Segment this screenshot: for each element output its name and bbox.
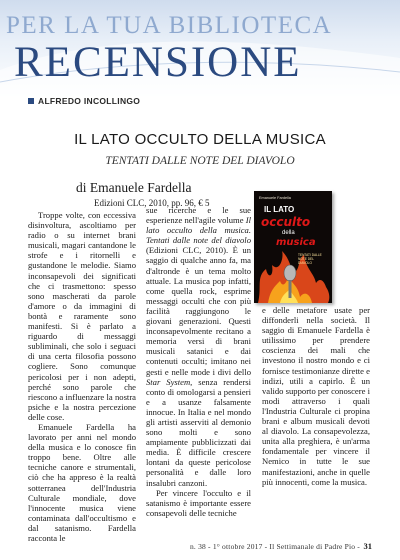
- page-footer: [0, 542, 400, 554]
- book-cover: [254, 191, 332, 303]
- cover-title-line-4: musica: [276, 237, 316, 248]
- paragraph: e delle metafore usate per diffonderli nella società. Il saggio di Emanuele Fardella è utilissimo per prendere coscienza dei mali che investono il nostro mondo e ci fornisce testimonianze dirette e indizi, utili a capirlo. È un valido supporto per conoscere i modi attraverso i quali l'Industria Culturale ci propina brani e album musicali devoti al diavolo. La consapevolezza, unita alla preghiera, è un'arma fondamentale per vincere il Nemico in tutte le sue manifestazioni, anche in quelle più innocenti, come la musica.: [262, 305, 370, 487]
- book-author: di Emanuele Fardella: [76, 180, 192, 195]
- paragraph: Per vincere l'occulto e il satanismo è importante essere consapevoli delle tecniche: [146, 487, 251, 518]
- text-run: sue ricerche e le sue esperienze nell'agile volume: [146, 205, 251, 226]
- text-run: , senza rendersi conto di omologarsi a pensieri e a usanze falsamente innocue. In Italia e nel mondo gli artisti asserviti al demonio sono molti e sono ampiamente pubblicizzati dai media. È difficile crescere lontani da queste pericolose personalità e dalle loro insalubri canzoni.: [146, 376, 251, 488]
- book-publication-info: Edizioni CLC, 2010, pp. 96, € 5: [94, 198, 210, 208]
- text-run: (Edizioni CLC, 2010). È un saggio di qualche anno fa, ma d'altronde è un tema molto attuale. La musica pop infatti, come quella rock, esprime messaggi occulti che con più facilità raggiungono le giovani generazioni. Questi inconsapevolmente recitano a memoria versi di brani musicali satanici e dai contenuti occulti; imitano nei gesti e nelle mode i divi dello: [146, 245, 251, 377]
- paragraph: [146, 205, 251, 488]
- cover-subtitle: TENTATI DALLE NOTE DEL DIAVOLO: [298, 253, 322, 265]
- article-column-2: [146, 205, 251, 518]
- reviewer-name: ALFREDO INCOLLINGO: [38, 96, 141, 106]
- italic-term: Star System: [146, 376, 191, 387]
- article-column-3: [262, 305, 370, 487]
- article-title: IL LATO OCCULTO DELLA MUSICA: [74, 131, 326, 148]
- cover-author: Emanuele Fardella: [259, 196, 291, 200]
- article-subtitle: TENTATI DALLE NOTE DEL DIAVOLO: [105, 155, 295, 167]
- cover-title-line-1: IL LATO: [264, 205, 295, 214]
- book-title-italic: Il lato occulto della musica. Tentati dalle note del diavolo: [146, 215, 251, 246]
- square-bullet-icon: [28, 98, 34, 104]
- page-number: 31: [363, 541, 372, 551]
- article-column-1: [28, 210, 136, 543]
- issue-info: n. 38 - 1° ottobre 2017 - Il Settimanale di Padre Pio -: [189, 542, 360, 551]
- page-header: [0, 0, 400, 100]
- paragraph: Emanuele Fardella ha lavorato per anni nel mondo della musica e lo conosce fin troppo bene. Oltre alle tecniche canore e strumentali, ciò che ha appreso è la realtà sotterranea dell'Industria Culturale mondiale, dove l'innocente musica viene contaminata dall'occultismo e dal satanismo. Fardella racconta le: [28, 421, 136, 543]
- reviewer-byline: [28, 96, 140, 106]
- cover-title-line-2: occulto: [261, 215, 311, 229]
- section-title: PER LA TUA BIBLIOTECA: [6, 12, 333, 39]
- cover-title-line-3: della: [282, 230, 295, 236]
- page-title: RECENSIONE: [14, 39, 302, 86]
- paragraph: Troppe volte, con eccessiva disinvoltura, ascoltiamo per radio o su internet brani musicali, magari cantandone le strofe e i ritornelli e gustandone le melodie. Siamo inconsapevoli dei significati che ci trasmettono: spesso sono mascherati da parole d'amore o da immagini di bontà e raramente sono manifesti. Si è parlato a riguardo di messaggi subliminali, che solo i seguaci di una certa filosofia possono cogliere. Sono comunque pericolosi per i non adepti, perché sono parole che riescono a influenzare la nostra psiche e la nostra percezione delle cose.: [28, 210, 136, 422]
